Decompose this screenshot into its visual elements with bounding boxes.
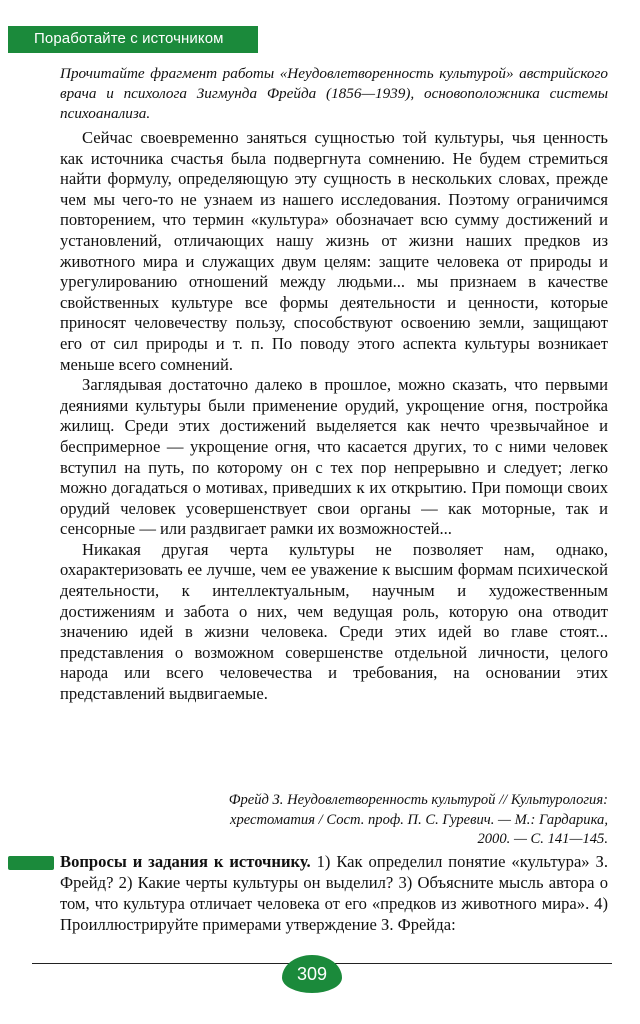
citation-line: 2000. — С. 141—145. xyxy=(477,831,608,847)
section-header-title: Поработайте с источником xyxy=(34,30,224,47)
questions-text: 1) Как определил понятие «культура» З. Фрейд? 2) Какие черты культуры он выделил? 3) Объясните мысль автора о том, что культура отличает человека от его «предков из животного мира». 4) Проиллюстрируйте примерами утверждение З. Фрейда: xyxy=(60,852,608,934)
paragraph: Заглядывая достаточно далеко в прошлое, можно сказать, что первыми деяниями культуры были применение орудий, укрощение огня, постройка жилищ. Среди этих достижений выделяется как нечто чрезвычайное и беспримерное — укрощение огня, что касается других, то с ними человек вступил на путь, по которому он с тех пор непрерывно и следует; легко можно догадаться о мотивах, приведших к их открытию. При помощи своих орудий человек усовершенствует свои органы — как моторные, так и сенсорные — или раздвигает рамки их возможностей... xyxy=(60,375,608,539)
questions-block xyxy=(60,851,608,935)
questions-marker xyxy=(8,856,54,870)
paragraph: Сейчас своевременно заняться сущностью той культуры, чья ценность как источника счастья была подвергнута сомнению. Не будем стремиться найти формулу, определяющую эту сущность в нескольких словах, прежде чем мы чего-то не узнаем из нашего исследования. Поэтому ограничимся повторением, что термин «культура» обозначает всю сумму достижений и установлений, отличающих нашу жизнь от жизни наших предков из животного мира и служащих двум целям: защите человека от природы и урегулированию отношений между людьми... мы признаем в качестве свойственных культуре все формы деятельности и ценности, которые приносят человечеству пользу, способствуют освоению земли, защищают его от сил природы и т. п. По поводу этого аспекта культуры возникает меньше всего сомнений. xyxy=(60,128,608,374)
paragraph: Никакая другая черта культуры не позволяет нам, однако, охарактеризовать ее лучше, чем ее уважение к высшим формам психической деятельности, к интеллектуальным, научным и художественным достижениям и забота о них, чем ведущая роль, которую она отводит значению идей в жизни человека. Среди этих идей во главе стоят... представления о возможном совершенстве отдельной личности, целого народа или всего человечества и требования, на основании этих представлений выдвигаемые. xyxy=(60,539,608,704)
page-number: 309 xyxy=(282,955,342,993)
citation xyxy=(60,791,608,850)
source-excerpt xyxy=(60,128,608,705)
questions-heading: Вопросы и задания к источнику. xyxy=(60,852,311,871)
citation-line: Фрейд З. Неудовлетворенность культурой // Культурология: xyxy=(228,792,608,808)
intro-text: Прочитайте фрагмент работы «Неудовлетворенность культурой» австрийского врача и психолога Зигмунда Фрейда (1856—1939), основоположника системы психоанализа. xyxy=(60,65,608,122)
section-header xyxy=(8,26,258,53)
citation-line: хрестоматия / Сост. проф. П. С. Гуревич. — М.: Гардарика, xyxy=(229,811,608,828)
